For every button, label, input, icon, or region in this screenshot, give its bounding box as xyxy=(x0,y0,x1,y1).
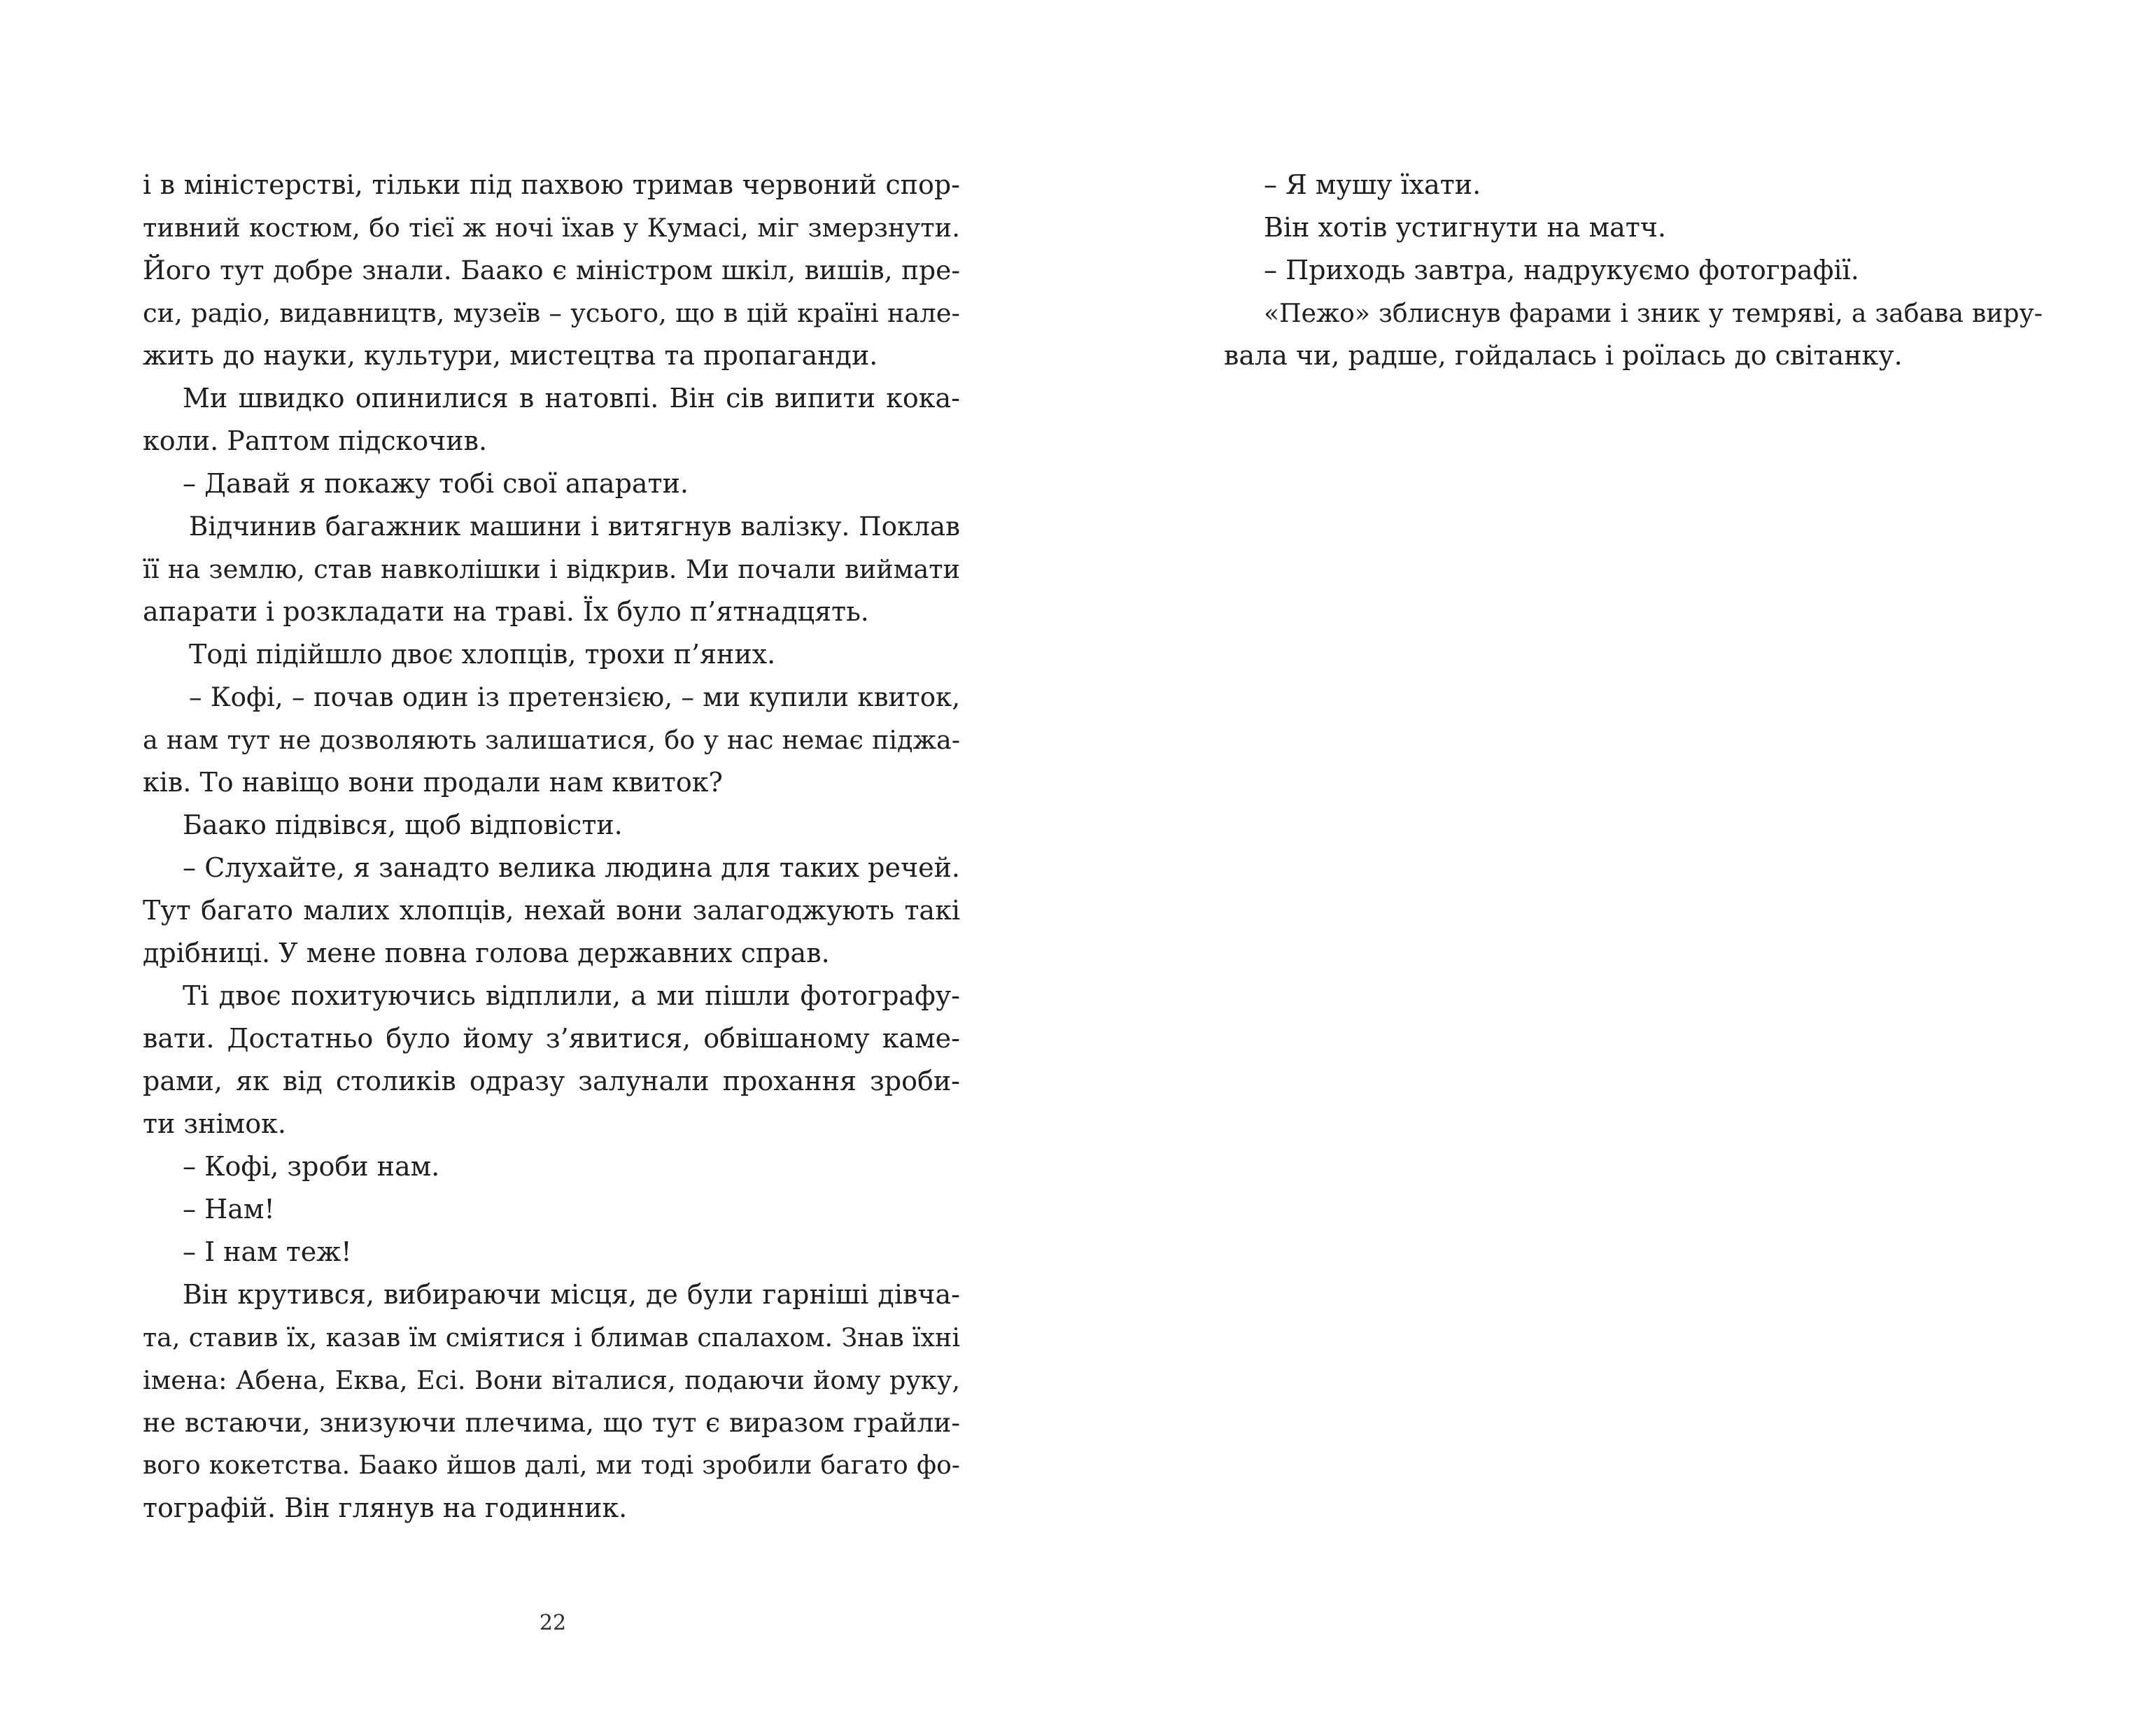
text-line: Тоді підійшло двоє хлопців, трохи п’яних. xyxy=(189,639,776,670)
text-line: Ми швидко опинилися в натовпі. Він сів випити кока- xyxy=(183,383,960,414)
text-line: Баако підвівся, щоб відповісти. xyxy=(183,810,623,840)
text-line: та, ставив їх, казав їм сміятися і блимав спалахом. Знав їхні xyxy=(143,1322,960,1353)
right-page xyxy=(1074,0,2149,1736)
text-line: рами, як від столиків одразу залунали прохання зроби- xyxy=(143,1066,960,1096)
text-line: коли. Раптом підскочив. xyxy=(143,425,488,456)
text-line: вати. Достатньо було йому з’явитися, обвішаному каме- xyxy=(143,1023,960,1054)
text-line: жить до науки, культури, мистецтва та пропаганди. xyxy=(143,340,878,371)
text-line: – І нам теж! xyxy=(183,1236,352,1267)
text-line: імена: Абена, Еква, Есі. Вони віталися, подаючи йому руку, xyxy=(143,1365,960,1395)
text-line: Він хотів устигнути на матч. xyxy=(1264,212,1666,243)
text-line: Ті двоє похитуючись відплили, а ми пішли фотографу- xyxy=(183,980,960,1011)
text-line: тивний костюм, бо тієї ж ночі їхав у Кумасі, міг змерзнути. xyxy=(143,213,960,243)
text-line: – Кофі, зроби нам. xyxy=(183,1151,440,1182)
text-line: вого кокетства. Баако йшов далі, ми тоді зробили багато фо- xyxy=(143,1451,960,1480)
text-line: а нам тут не дозволяють залишатися, бо у нас немає піджа- xyxy=(143,725,960,755)
text-line: – Приходь завтра, надрукуємо фотографії. xyxy=(1264,255,1859,285)
text-line: – Кофі, – почав один із претензією, – ми купили квиток, xyxy=(189,682,960,712)
left-page xyxy=(0,0,1074,1736)
text-line: дрібниці. У мене повна голова державних справ. xyxy=(143,938,830,968)
text-line: її на землю, став навколішки і відкрив. Ми почали виймати xyxy=(143,554,960,584)
text-line: не встаючи, знизуючи плечима, що тут є виразом грайли- xyxy=(143,1407,960,1438)
text-line: Тут багато малих хлопців, нехай вони залагоджують такі xyxy=(143,895,960,926)
text-line: си, радіо, видавництв, музеїв – усього, що в цій країні нале- xyxy=(143,298,960,328)
text-line: апарати і розкладати на траві. Їх було п’ятнадцять. xyxy=(143,596,869,627)
text-line: – Я мушу їхати. xyxy=(1264,169,1481,200)
text-line: Відчинив багажник машини і витягнув валізку. Поклав xyxy=(189,511,960,542)
text-line: Він крутився, вибираючи місця, де були гарніші дівча- xyxy=(183,1279,960,1310)
text-line: тографій. Він глянув на годинник. xyxy=(143,1492,628,1523)
text-line: – Нам! xyxy=(183,1194,275,1225)
text-line: і в міністерстві, тільки під пахвою тримав червоний спор- xyxy=(143,169,960,200)
text-line: вала чи, радше, гойдалась і роїлась до світанку. xyxy=(1224,340,1903,371)
text-line: – Давай я покажу тобі свої апарати. xyxy=(183,468,689,499)
text-line: ти знімок. xyxy=(143,1108,286,1139)
left-page-text xyxy=(143,164,960,1530)
page-number: 22 xyxy=(539,1611,567,1635)
text-line: – Слухайте, я занадто велика людина для таких речей. xyxy=(183,852,960,883)
text-line: Його тут добре знали. Баако є міністром шкіл, вишів, пре- xyxy=(143,255,960,285)
text-line: ків. То навіщо вони продали нам квиток? xyxy=(143,767,723,798)
text-line: «Пежо» зблиснув фарами і зник у темряві, а забава виру- xyxy=(1264,298,2043,328)
right-page-text xyxy=(1224,164,2043,377)
